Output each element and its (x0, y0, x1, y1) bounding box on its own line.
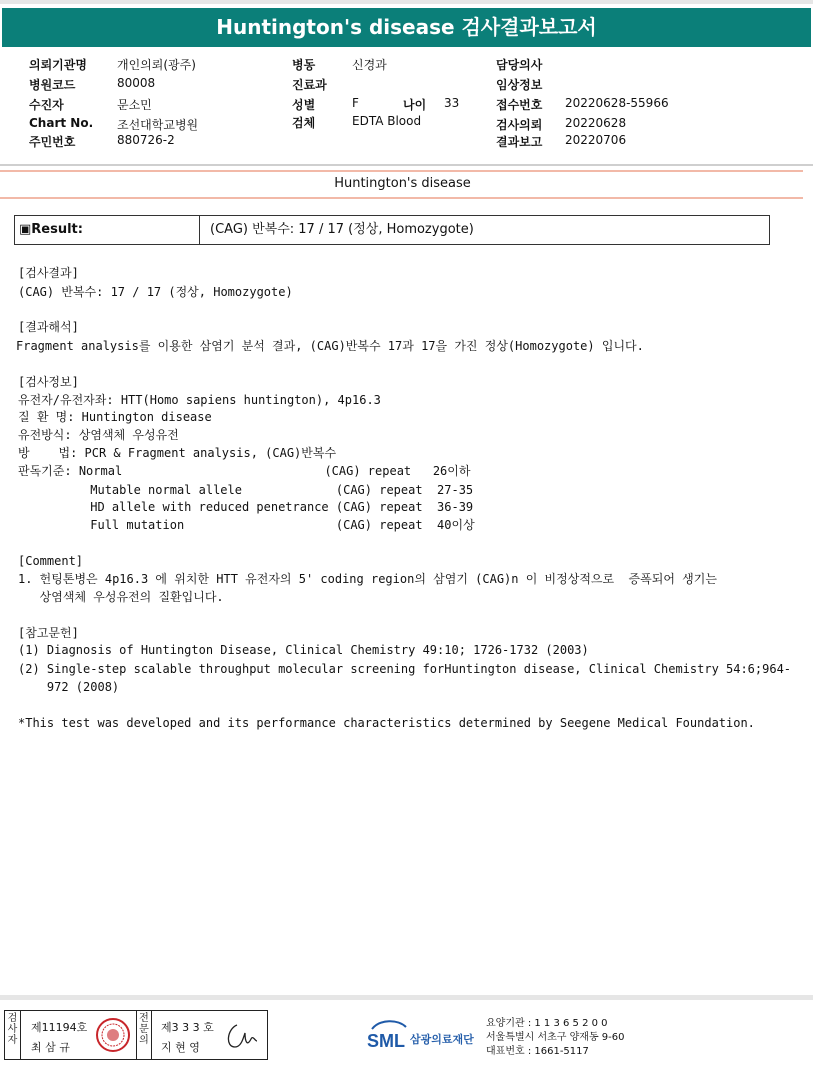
address-line: 요양기관 : 1 1 3 6 5 2 0 0 (486, 1018, 608, 1029)
info-value: 20220706 (565, 133, 627, 147)
info-label: Chart No. (29, 116, 94, 130)
address-line: 서울특별시 서초구 양재동 9-60 (486, 1032, 625, 1043)
signer-role: 전문의 (136, 1011, 152, 1059)
info-label: 결과보고 (496, 135, 543, 149)
body-line: 1. 헌팅톤병은 4p16.3 에 위치한 HTT 유전자의 5' coding region의 삼염기 (CAG)n 이 비정상적으로 증폭되어 생기는 (18, 572, 717, 586)
body-line: 유전자/유전자좌: HTT(Homo sapiens huntington), 4p16.3 (18, 393, 381, 407)
info-value: 신경과 (352, 58, 387, 72)
info-label: 나이 (403, 98, 427, 112)
info-value: 개인의뢰(광주) (117, 58, 196, 72)
body-line: (1) Diagnosis of Huntington Disease, Clinical Chemistry 49:10; 1726-1732 (2003) (18, 643, 589, 657)
result-box (14, 215, 770, 245)
result-label: ▣Result: (15, 216, 200, 244)
body-line: 판독기준: Normal (CAG) repeat 26이하 (18, 464, 471, 478)
body-line: 유전방식: 상염색체 우성유전 (18, 428, 179, 442)
divider (0, 164, 813, 166)
divider (0, 995, 813, 1000)
license-number: 제11194호 (31, 1021, 88, 1034)
address-block (486, 1017, 625, 1059)
info-label: 주민번호 (29, 135, 76, 149)
signature-icon (223, 1019, 263, 1053)
logo-text: 삼광의료재단 (410, 1033, 474, 1046)
license-number: 제3 3 3 호 (161, 1021, 214, 1034)
result-value: (CAG) 반복수: 17 / 17 (정상, Homozygote) (210, 222, 474, 237)
info-label: 병원코드 (29, 78, 76, 92)
body-line: (CAG) 반복수: 17 / 17 (정상, Homozygote) (18, 285, 293, 299)
body-line: Mutable normal allele (CAG) repeat 27-35 (18, 483, 474, 497)
signer-name: 최 삼 규 (31, 1041, 70, 1054)
footer (0, 995, 813, 1074)
info-value: 80008 (117, 76, 156, 90)
section-heading: [검사결과] (18, 266, 79, 280)
footnote: *This test was developed and its performance characteristics determined by Seegene Medical Foundation. (18, 716, 755, 730)
body-line: 972 (2008) (18, 680, 120, 694)
info-label: 접수번호 (496, 98, 543, 112)
patient-info (0, 54, 813, 164)
body-line: 방 법: PCR & Fragment analysis, (CAG)반복수 (18, 446, 337, 460)
info-label: 검사의뢰 (496, 118, 543, 132)
signature-box (4, 1010, 268, 1060)
body-line: 상염색체 우성유전의 질환입니다. (18, 590, 224, 604)
info-value: 20220628-55966 (565, 96, 669, 110)
info-label: 성별 (292, 98, 316, 112)
info-value: 33 (444, 96, 460, 110)
seal-icon (95, 1017, 131, 1053)
body-line: Full mutation (CAG) repeat 40이상 (18, 518, 475, 532)
logo-mark: SML (367, 1031, 405, 1051)
info-value: 문소민 (117, 98, 152, 112)
body-line: 질 환 명: Huntington disease (18, 410, 212, 424)
info-label: 임상정보 (496, 78, 543, 92)
sml-logo-icon (366, 1017, 410, 1051)
info-label: 수진자 (29, 98, 64, 112)
info-label: 담당의사 (496, 58, 543, 72)
signer-name: 지 현 영 (161, 1041, 200, 1054)
section-heading: [결과해석] (18, 320, 79, 334)
info-label: 진료과 (292, 78, 327, 92)
section-heading: [Comment] (18, 554, 84, 568)
info-label: 병동 (292, 58, 316, 72)
info-value: 20220628 (565, 116, 627, 130)
info-value: 880726-2 (117, 133, 175, 147)
report-title: Huntington's disease 검사결과보고서 (2, 8, 811, 47)
divider (0, 170, 803, 172)
body-line: (2) Single-step scalable throughput molecular screening forHuntington disease, Clinical Chemistry 54:6;964- (18, 662, 792, 676)
info-value: EDTA Blood (352, 114, 422, 128)
divider (0, 197, 803, 199)
info-value: F (352, 96, 359, 110)
info-label: 검체 (292, 116, 316, 130)
section-heading: [검사정보] (18, 375, 79, 389)
section-title: Huntington's disease (334, 176, 471, 191)
section-heading: [참고문헌] (18, 626, 79, 640)
top-border (0, 0, 813, 4)
address-line: 대표번호 : 1661-5117 (486, 1046, 589, 1057)
body-line: HD allele with reduced penetrance (CAG) repeat 36-39 (18, 500, 474, 514)
body-line: Fragment analysis를 이용한 삼염기 분석 결과, (CAG)반복수 17과 17을 가진 정상(Homozygote) 입니다. (16, 339, 644, 353)
info-value: 조선대학교병원 (117, 118, 199, 132)
signer-role: 검사자 (5, 1011, 21, 1059)
info-label: 의뢰기관명 (29, 58, 87, 72)
